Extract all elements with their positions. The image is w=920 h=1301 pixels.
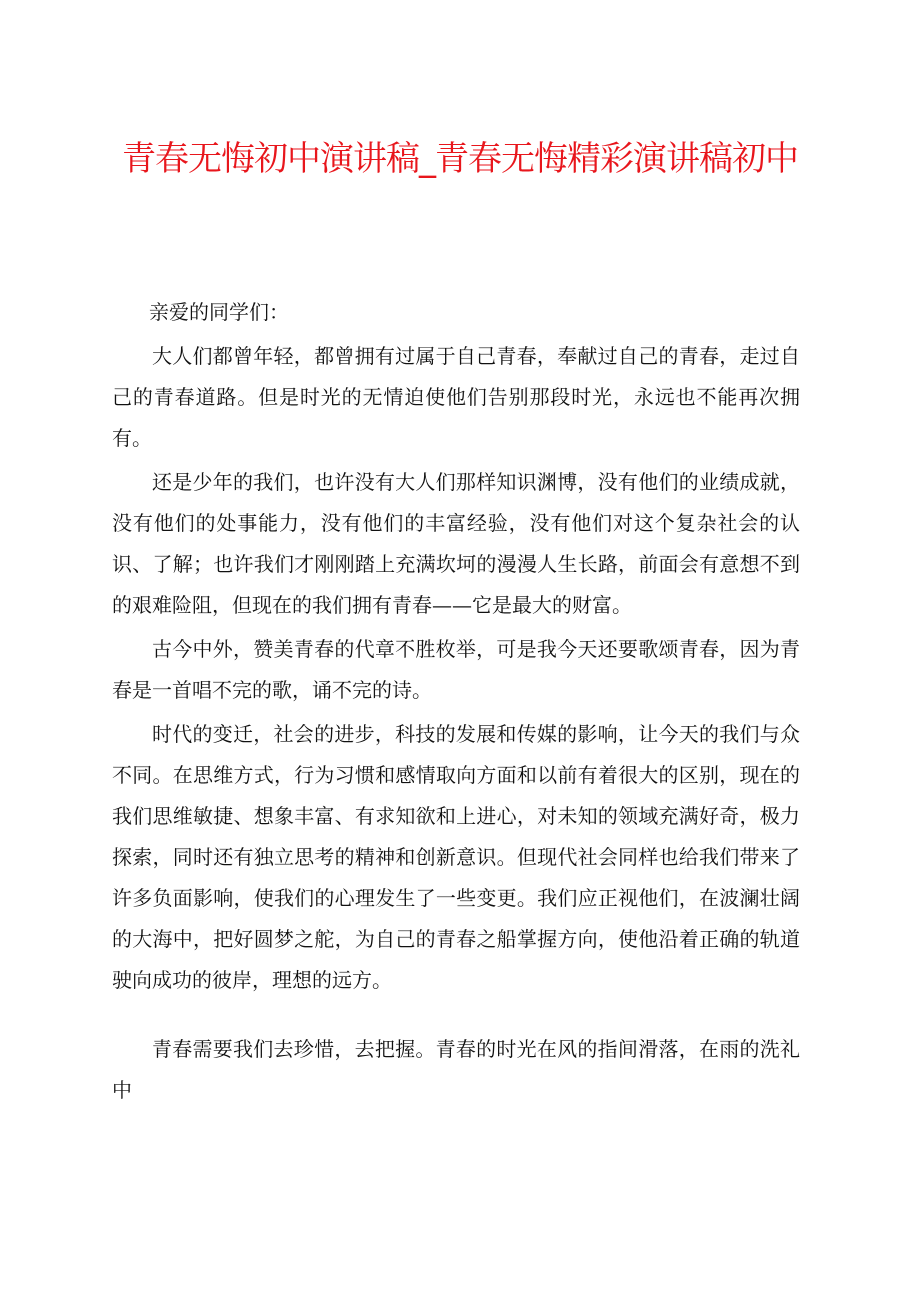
- paragraph-2: 还是少年的我们，也许没有大人们那样知识渊博，没有他们的业绩成就，没有他们的处事能力，没有他们的丰富经验，没有他们对这个复杂社会的认识、了解；也许我们才刚刚踏上充满坎坷的漫漫人生长路，前面会有意想不到的艰难险阻，但现在的我们拥有青春——它是最大的财富。: [112, 470, 800, 617]
- document-title: 青春无悔初中演讲稿_青春无悔精彩演讲稿初中: [122, 139, 798, 179]
- paragraph-4: 时代的变迁，社会的进步，科技的发展和传媒的影响，让今天的我们与众不同。在思维方式，行为习惯和感情取向方面和以前有着很大的区别，现在的我们思维敏捷、想象丰富、有求知欲和上进心，对未知的领域充满好奇，极力探索，同时还有独立思考的精神和创新意识。但现代社会同样也给我们带来了许多负面影响，使我们的心理发生了一些变更。我们应正视他们，在波澜壮阔的大海中，把好圆梦之舵，为自己的青春之船掌握方向，使他沿着正确的轨道驶向成功的彼岸，理想的远方。: [112, 722, 800, 992]
- paragraph-1: 大人们都曾年轻，都曾拥有过属于自己青春，奉献过自己的青春，走过自己的青春道路。但是时光的无情迫使他们告别那段时光，永远也不能再次拥有。: [112, 344, 800, 450]
- paragraph-5: 青春需要我们去珍惜，去把握。青春的时光在风的指间滑落，在雨的洗礼中: [112, 1037, 800, 1102]
- paragraph-3: 古今中外，赞美青春的代章不胜枚举，可是我今天还要歌颂青春，因为青春是一首唱不完的歌，诵不完的诗。: [112, 637, 800, 702]
- greeting-line: 亲爱的同学们：: [149, 300, 289, 324]
- document-body: [112, 292, 800, 1114]
